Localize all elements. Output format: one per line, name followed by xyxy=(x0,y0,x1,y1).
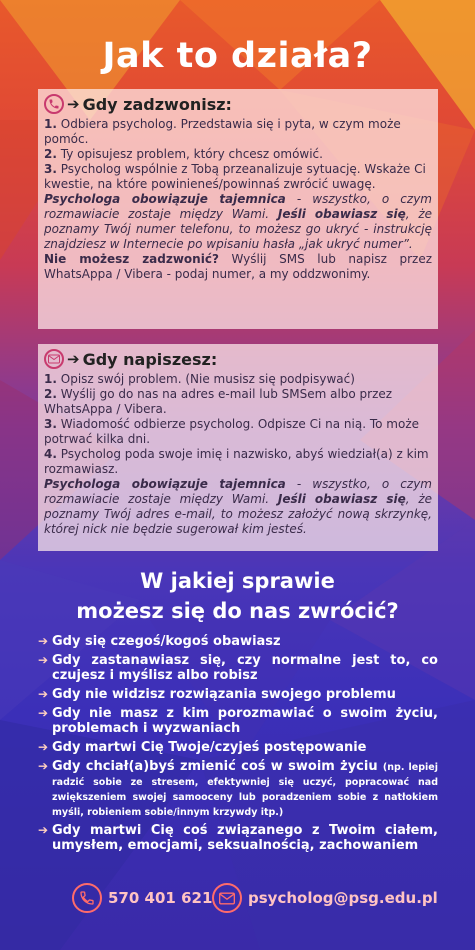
list-item: ➔ Gdy martwi Cię Twoje/czyjeś postępowanie xyxy=(38,740,367,755)
arrow-right-icon: ➔ xyxy=(67,94,80,113)
call-confidentiality-note: Psychologa obowiązuje tajemnica - wszystko, o czym rozmawiacie zostaje między Wami. Jeśli obawiasz się, że poznamy Twój numer telefonu, to możesz go ukryć - instrukcję znajdziesz w Internecie po wpisaniu hasła „jak ukryć numer”. xyxy=(44,192,433,251)
list-item: ➔ Gdy się czegoś/kogoś obawiasz xyxy=(38,634,281,649)
arrow-right-icon: ➔ xyxy=(67,349,80,368)
arrow-right-icon: ➔ xyxy=(38,634,49,648)
arrow-right-icon: ➔ xyxy=(38,759,49,773)
write-section xyxy=(38,344,438,551)
arrow-right-icon: ➔ xyxy=(38,823,49,837)
phone-contact[interactable] xyxy=(72,883,212,913)
write-heading: ➔ Gdy napiszesz: xyxy=(44,348,432,370)
call-heading: ➔ Gdy zadzwonisz: xyxy=(44,93,432,115)
write-confidentiality-note: Psychologa obowiązuje tajemnica - wszystko, o czym rozmawiacie zostaje między Wami. Jeśli obawiasz się, że poznamy Twój adres e-mail, to możesz założyć nową skrzynkę, której nick nie będzie sugerował kim jesteś. xyxy=(44,477,433,536)
write-step-2: 2. Wyślij go do nas na adres e-mail lub SMSem albo przez WhatsAppa / Vibera. xyxy=(44,387,393,416)
list-item: ➔ Gdy nie widzisz rozwiązania swojego problemu xyxy=(38,687,396,702)
cases-list xyxy=(38,634,438,857)
envelope-icon xyxy=(44,349,64,369)
call-alternative-note: Nie możesz zadzwonić? Wyślij SMS lub napisz przez WhatsAppa / Vibera - podaj numer, a my oddzwonimy. xyxy=(44,252,433,281)
call-section xyxy=(38,89,438,329)
list-item: ➔ Gdy nie masz z kim porozmawiać o swoim życiu, problemach i wyzwaniach xyxy=(38,706,438,736)
call-step-3: 3. Psycholog wspólnie z Tobą przeanalizuje sytuację. Wskaże Ci kwestie, na które powinieneś/powinnaś zwrócić uwagę. xyxy=(44,162,426,191)
list-item: ➔ Gdy zastanawiasz się, czy normalne jest to, co czujesz i myślisz albo robisz xyxy=(38,653,438,683)
phone-icon xyxy=(72,883,102,913)
write-step-1: 1. Opisz swój problem. (Nie musisz się podpisywać) xyxy=(44,372,355,386)
phone-icon xyxy=(44,94,64,114)
list-item-note: (np. lepiej radzić sobie ze stresem, efektywniej się uczyć, popracować nad zwiększeniem swojej samooceny lub poradzeniem sobie z natłokiem myśli, robieniem sobie/innym krzywdy itp.) xyxy=(52,762,438,818)
arrow-right-icon: ➔ xyxy=(38,687,49,701)
arrow-right-icon: ➔ xyxy=(38,653,49,667)
envelope-icon xyxy=(212,883,242,913)
arrow-right-icon: ➔ xyxy=(38,706,49,720)
call-step-1: 1. Odbiera psycholog. Przedstawia się i pyta, w czym może pomóc. xyxy=(44,117,401,146)
call-step-2: 2. Ty opisujesz problem, który chcesz omówić. xyxy=(44,147,323,161)
email-address[interactable]: psycholog@psg.edu.pl xyxy=(248,889,438,907)
write-step-4: 4. Psycholog poda swoje imię i nazwisko, abyś wiedział(a) z kim rozmawiasz. xyxy=(44,447,429,476)
phone-number[interactable]: 570 401 621 xyxy=(108,889,213,907)
write-step-3: 3. Wiadomość odbierze psycholog. Odpisze Ci na nią. To może potrwać kilka dni. xyxy=(44,417,419,446)
section-title: W jakiej sprawie możesz się do nas zwrócić? xyxy=(76,569,399,623)
list-item: ➔ Gdy martwi Cię coś związanego z Twoim ciałem, umysłem, emocjami, seksualnością, zachowaniem xyxy=(38,823,438,853)
page-title: Jak to działa? xyxy=(102,36,373,76)
list-item: ➔ Gdy chciał(a)byś zmienić coś w swoim życiu (np. lepiej radzić sobie ze stresem, efektywniej się uczyć, popracować nad zwiększeniem swojej samooceny lub poradzeniem sobie z natłokiem myśli, robieniem sobie/innym krzywdy itp.) xyxy=(38,759,438,818)
email-contact[interactable] xyxy=(212,883,438,913)
arrow-right-icon: ➔ xyxy=(38,740,49,754)
footer xyxy=(0,883,475,919)
